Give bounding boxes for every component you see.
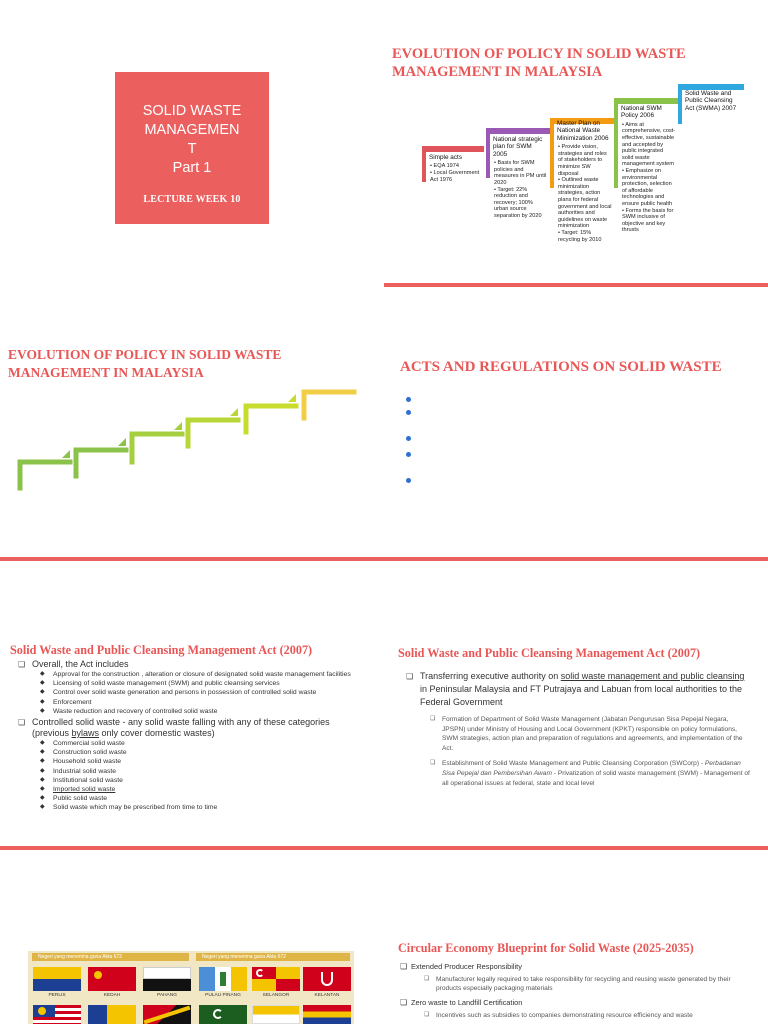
malaysia-flag <box>33 1005 81 1024</box>
slide-title: Solid Waste and Public Cleansing Management Act (2007) <box>10 643 313 657</box>
slide-circular-economy <box>384 850 768 1024</box>
slide-act-authority <box>384 563 768 850</box>
stair-step <box>132 434 182 462</box>
perlis-flag <box>33 967 81 991</box>
timeline-stage: Master Plan on National Waste Minimization 2006 • Provide vision, strategies and roles of stakeholders to minimize SW disposal • Outlined waste minimization strategies, action plans for federal government and local authorities and guidelines on waste minimization • Target: 15% recycling by 2010 <box>554 118 612 243</box>
list-item: ❏ Zero waste to Landfill Certification <box>400 998 750 1008</box>
timeline-stage: National strategic plan for SWM 2005 • Basis for SWM policies and measures in PM until 2020 • Target: 22% reduction and recovery; 100% urban source separation by 2020 <box>490 134 548 220</box>
flag-header: Negeri yang menerima guna Akta 672 <box>32 953 189 961</box>
act-content <box>406 670 751 788</box>
timeline-stage: National SWM Policy 2006 • Aims at comprehensive, cost-effective, sustainable and accepted by public integrated solid waste management system • Emphasize on environmental protection, selection of affordable technologies and ensure public health • Forms the basis for SWM inclusive of objective and key thrusts <box>618 103 676 234</box>
slide-divider <box>0 846 384 850</box>
state-flag <box>252 1005 300 1024</box>
flag-label: KELANTAN <box>314 993 340 998</box>
list-item: ❏ Manufacturer legally required to take responsibility for recycling and reusing waste generated by their products especially packaging materials <box>400 975 750 993</box>
stair-tab <box>174 422 182 430</box>
blueprint-content <box>400 962 750 1020</box>
flag-label: KEDAH <box>103 993 121 998</box>
list-item: ❏ Incentives such as subsidies to companies demonstrating resource efficiency and waste <box>400 1011 750 1020</box>
stair-step <box>188 420 238 446</box>
list-item: ◆ Imported solid waste <box>18 785 363 794</box>
slide-title: EVOLUTION OF POLICY IN SOLID WASTE MANAGEMENT IN MALAYSIA <box>8 347 282 380</box>
list-item: ◆ Control over solid waste generation and persons in possession of controlled solid waste <box>18 688 363 697</box>
list-item: ◆ Solid waste which may be prescribed from time to time <box>18 803 363 812</box>
list-item: ◆ Construction solid waste <box>18 748 363 757</box>
slide-divider <box>384 557 768 561</box>
flag-label: PAHANG <box>157 993 177 998</box>
list-bullet <box>406 436 411 441</box>
slide-title: Solid Waste and Public Cleansing Management Act (2007) <box>398 646 701 660</box>
stair-tab <box>288 394 296 402</box>
state-flag <box>88 1005 136 1024</box>
act-content <box>18 659 363 813</box>
title-line: SOLID WASTE <box>142 103 242 119</box>
title-line: Part 1 <box>172 160 212 176</box>
title-line: MANAGEMEN <box>144 122 240 138</box>
list-item: ◆ Household solid waste <box>18 757 363 766</box>
state-flag <box>303 1005 351 1024</box>
list-item: ❏ Overall, the Act includes <box>18 659 363 670</box>
title-card <box>115 72 269 224</box>
stair-step <box>76 450 126 476</box>
slide-divider <box>0 557 384 561</box>
slide-title: ACTS AND REGULATIONS ON SOLID WASTE <box>400 359 722 375</box>
list-item: ❏ Transferring executive authority on solid waste management and public cleansing in Peninsular Malaysia and FT Putrajaya and Labuan from local authorities to the Federal Government <box>406 670 751 709</box>
list-item: ❏ Extended Producer Responsibility <box>400 962 750 972</box>
state-flag <box>199 1005 247 1024</box>
stair-step <box>304 392 354 418</box>
list-item: ❏ Controlled solid waste - any solid waste falling with any of these categories (previous bylaws only cover domestic wastes) <box>18 717 363 739</box>
timeline-stage: Simple acts • EQA 1974 • Local Government Act 1976 <box>426 152 484 183</box>
stair-tab <box>118 438 126 446</box>
flag-label: PERLIS <box>48 993 66 998</box>
flag-label: SELANGOR <box>262 993 290 998</box>
list-bullet <box>406 397 411 402</box>
list-item: ◆ Licensing of solid waste management (SWM) and public cleansing services <box>18 679 363 688</box>
slide-divider <box>384 283 768 287</box>
list-bullet <box>406 452 411 457</box>
slide-title: Circular Economy Blueprint for Solid Waste (2025-2035) <box>398 941 694 955</box>
timeline-stage: Solid Waste and Public Cleansing Act (SWMA) 2007 <box>685 90 737 112</box>
pahang-flag <box>143 967 191 991</box>
list-bullet <box>406 410 411 415</box>
slide-policy-timeline <box>384 0 768 287</box>
kedah-flag <box>88 967 136 991</box>
list-item: ◆ Commercial solid waste <box>18 739 363 748</box>
selangor-flag <box>252 967 300 991</box>
list-item: ◆ Enforcement <box>18 698 363 707</box>
list-item: ◆ Public solid waste <box>18 794 363 803</box>
stair-tab <box>62 450 70 458</box>
state-flag <box>143 1005 191 1024</box>
list-item: ◆ Waste reduction and recovery of controlled solid waste <box>18 707 363 716</box>
lecture-week: LECTURE WEEK 10 <box>143 194 241 205</box>
pulau-pinang-flag <box>199 967 247 991</box>
kelantan-flag <box>303 967 351 991</box>
list-item: ◆ Institutional solid waste <box>18 776 363 785</box>
stair-step <box>246 406 296 432</box>
flag-label: PULAU PINANG <box>205 993 241 998</box>
list-item: ❏ Establishment of Solid Waste Management and Public Cleansing Corporation (SWCorp) - Perbadanan Sisa Pepejal dan Pembersihan Awam - Privatization of solid waste management (SWM) - Management of all operational issues at federal, state and local level <box>406 759 751 788</box>
slide-title: EVOLUTION OF POLICY IN SOLID WASTE MANAGEMENT IN MALAYSIA <box>392 46 686 80</box>
stair-step <box>20 462 70 488</box>
slide-act-overview <box>0 563 384 850</box>
list-item: ❏ Formation of Department of Solid Waste Management (Jabatan Pengurusan Sisa Pepejal Negara, JPSPN) under Ministry of Housing and Local Government (KPKT) responsible on policy formulations, SWM strategies, action plan and preparation of regulations and agreements, and implementation of the Act. <box>406 715 751 753</box>
flag-header: Negeri yang menerima guna Akta 672 <box>196 953 350 961</box>
stair-tab <box>230 408 238 416</box>
title-line: T <box>187 141 197 157</box>
list-bullet <box>406 478 411 483</box>
slide-title-page <box>0 0 384 287</box>
list-item: ◆ Industrial solid waste <box>18 767 363 776</box>
list-item: ◆ Approval for the construction , alteration or closure of designated solid waste management facilities <box>18 670 363 679</box>
